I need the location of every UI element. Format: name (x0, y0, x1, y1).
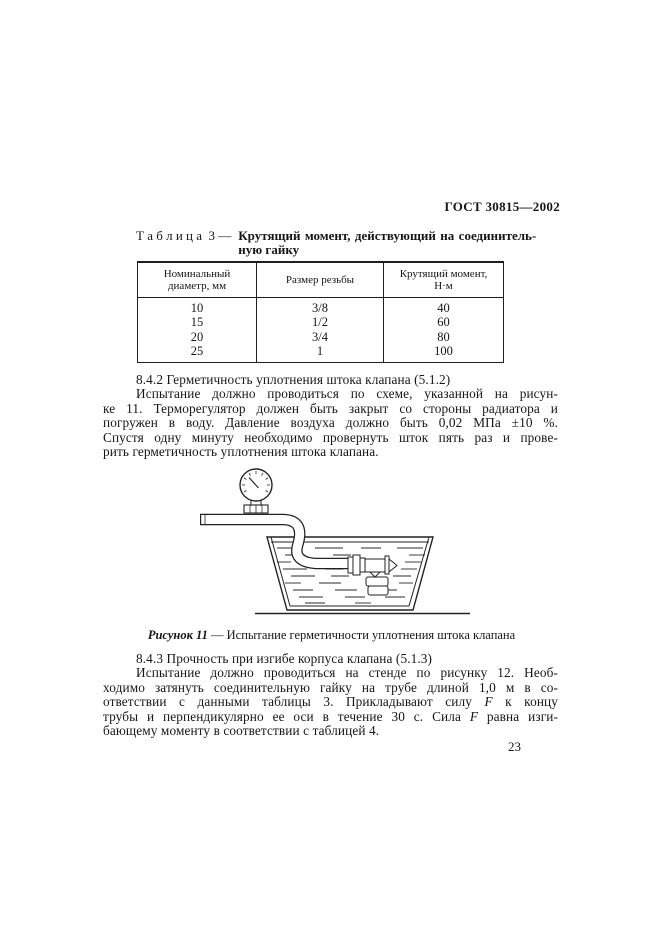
column-header: Крутящий момент, Н·м (384, 262, 504, 298)
table3 (137, 261, 504, 363)
table3-title-line2: ную гайку (238, 242, 300, 257)
figure-caption-label: Рисунок 11 (147, 628, 208, 642)
text-line: трубы и перпендикулярно ее оси в течение 30 с. Сила F равна изги- (103, 708, 558, 724)
table-cell: 10 (190, 301, 204, 315)
table3-header-row (138, 262, 504, 298)
text-line: Спустя одну минуту необходимо провернуть шток пять раз и прове- (103, 429, 558, 445)
table-cell: 25 (190, 343, 204, 358)
figure-11-caption (103, 628, 560, 642)
table-cell: 80 (384, 330, 504, 344)
table-cell: 3/8 (257, 298, 384, 316)
text-line: ответствии с данными таблицы 3. Прикладывают силу F к концу (103, 694, 558, 710)
column-header: Номинальный диаметр, мм (138, 262, 257, 298)
table-cell: 1 (257, 344, 384, 363)
text-line: Испытание должно проводиться на стенде по рисунку 12. Необ- (136, 665, 558, 681)
table-row (138, 330, 504, 344)
table-cell: 60 (384, 315, 504, 329)
table-cell: 1/2 (257, 315, 384, 329)
table-cell: 15 (190, 315, 204, 330)
coupling-nut (348, 557, 353, 573)
valve-body (365, 559, 385, 572)
table-cell: 20 (190, 329, 204, 344)
table-cell: 3/4 (257, 330, 384, 344)
text-line: бающему моменту в соответствии с таблицей 4. (103, 723, 380, 739)
valve-tail (366, 577, 388, 586)
table-cell: 40 (384, 298, 504, 316)
text-line: 8.4.2 Герметичность уплотнения штока клапана (5.1.2) (136, 372, 451, 387)
text-line: Испытание должно проводиться по схеме, указанной на рисун- (136, 386, 558, 402)
figure-11 (165, 458, 485, 620)
text-line: 8.4.3 Прочность при изгибе корпуса клапана (5.1.3) (136, 651, 433, 666)
table3-body (138, 298, 504, 363)
table-row (138, 298, 504, 316)
table3-title (136, 229, 536, 257)
valve-tail (368, 586, 388, 595)
figure-caption-text: — Испытание герметичности уплотнения штока клапана (207, 628, 516, 642)
section-842 (103, 373, 558, 459)
page-number: 23 (508, 739, 521, 754)
coupling-nut (353, 555, 360, 575)
table-row (138, 344, 504, 363)
text-line: погружен в воду. Давление воздуха должно быть 0,02 МПа ±10 %. (103, 415, 558, 431)
table3-title-text (238, 229, 536, 257)
figure-11-diagram (165, 458, 485, 620)
table-cell: 100 (384, 344, 504, 363)
column-header: Размер резьбы (257, 262, 384, 298)
pressure-gauge (240, 469, 272, 513)
text-line: ке 11. Терморегулятор должен быть закрыт со стороны радиатора и (103, 400, 558, 416)
table-row (138, 315, 504, 329)
text-line: рить герметичность уплотнения штока клапана. (103, 444, 379, 460)
doc-code-header: ГОСТ 30815—2002 (444, 199, 560, 214)
table3-title-label: Т а б л и ц а 3 — (136, 228, 232, 243)
section-843 (103, 652, 558, 738)
text-line: ходимо затянуть соединительную гайку на трубе длиной 1,0 м в со- (103, 679, 558, 695)
table3-title-line1: Крутящий момент, действующий на соединитель- (238, 228, 537, 243)
